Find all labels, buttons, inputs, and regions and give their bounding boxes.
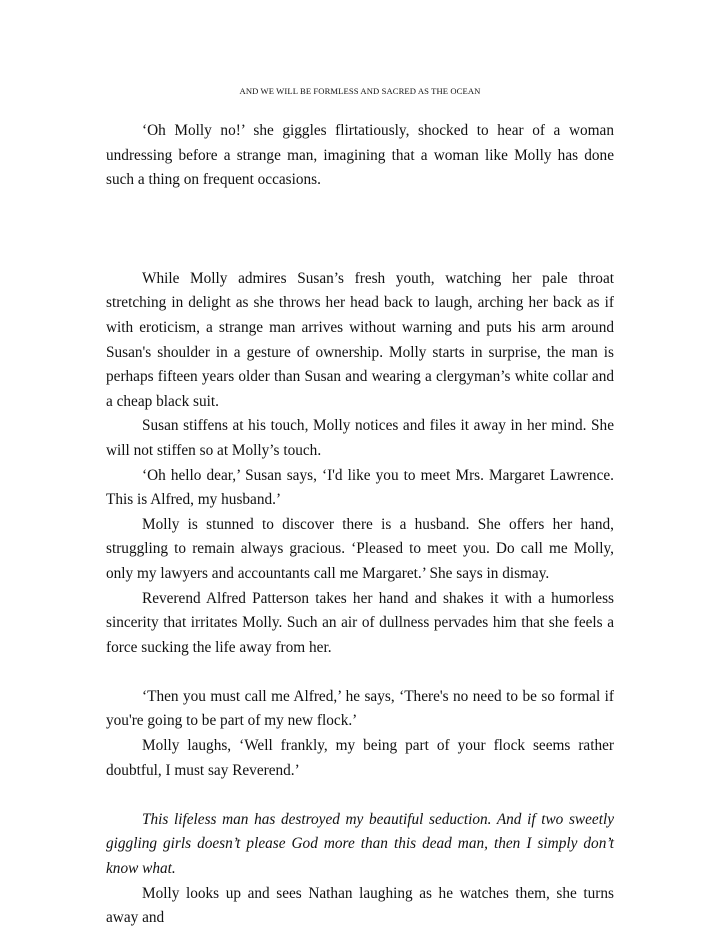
paragraph: Molly laughs, ‘Well frankly, my being part of your flock seems rather doubtful, I must say Reverend.’ <box>106 737 614 779</box>
paragraph: Molly is stunned to discover there is a husband. She offers her hand, struggling to remain always gracious. ‘Pleased to meet you. Do call me Molly, only my lawyers and accountants call me Margaret.’ She says in dismay. <box>106 515 614 582</box>
paragraph: ‘Oh hello dear,’ Susan says, ‘I'd like you to meet Mrs. Margaret Lawrence. This is Alfred, my husband.’ <box>106 466 614 509</box>
paragraph: Molly looks up and sees Nathan laughing as he watches them, she turns away and <box>106 884 614 927</box>
paragraph: ‘Then you must call me Alfred,’ he says, ‘There's no need to be so formal if you're going to be part of my new flock.’ <box>106 687 614 730</box>
paragraph: Susan stiffens at his touch, Molly notices and files it away in her mind. She will not stiffen so at Molly’s touch. <box>106 417 614 459</box>
inner-thought-paragraph: This lifeless man has destroyed my beautiful seduction. And if two sweetly giggling girls doesn’t please God more than this dead man, then I simply don’t know what. <box>106 810 614 878</box>
running-header: AND WE WILL BE FORMLESS AND SACRED AS THE OCEAN <box>239 86 481 96</box>
paragraph: While Molly admires Susan’s fresh youth, watching her pale throat stretching in delight as she throws her head back to laugh, arching her back as if with eroticism, a strange man arrives without warning and puts his arm around Susan's shoulder in a gesture of ownership. Molly starts in surprise, the man is perhaps fifteen years older than Susan and wearing a clergyman’s white collar and a cheap black suit. <box>106 269 614 410</box>
paragraph: ‘Oh Molly no!’ she giggles flirtatiously, shocked to hear of a woman undressing before a strange man, imagining that a woman like Molly has done such a thing on frequent occasions. <box>106 122 614 189</box>
paragraph: Reverend Alfred Patterson takes her hand and shakes it with a humorless sincerity that irritates Molly. Such an air of dullness pervades him that she feels a force sucking the life away from her. <box>106 589 614 656</box>
body-text <box>106 119 614 931</box>
